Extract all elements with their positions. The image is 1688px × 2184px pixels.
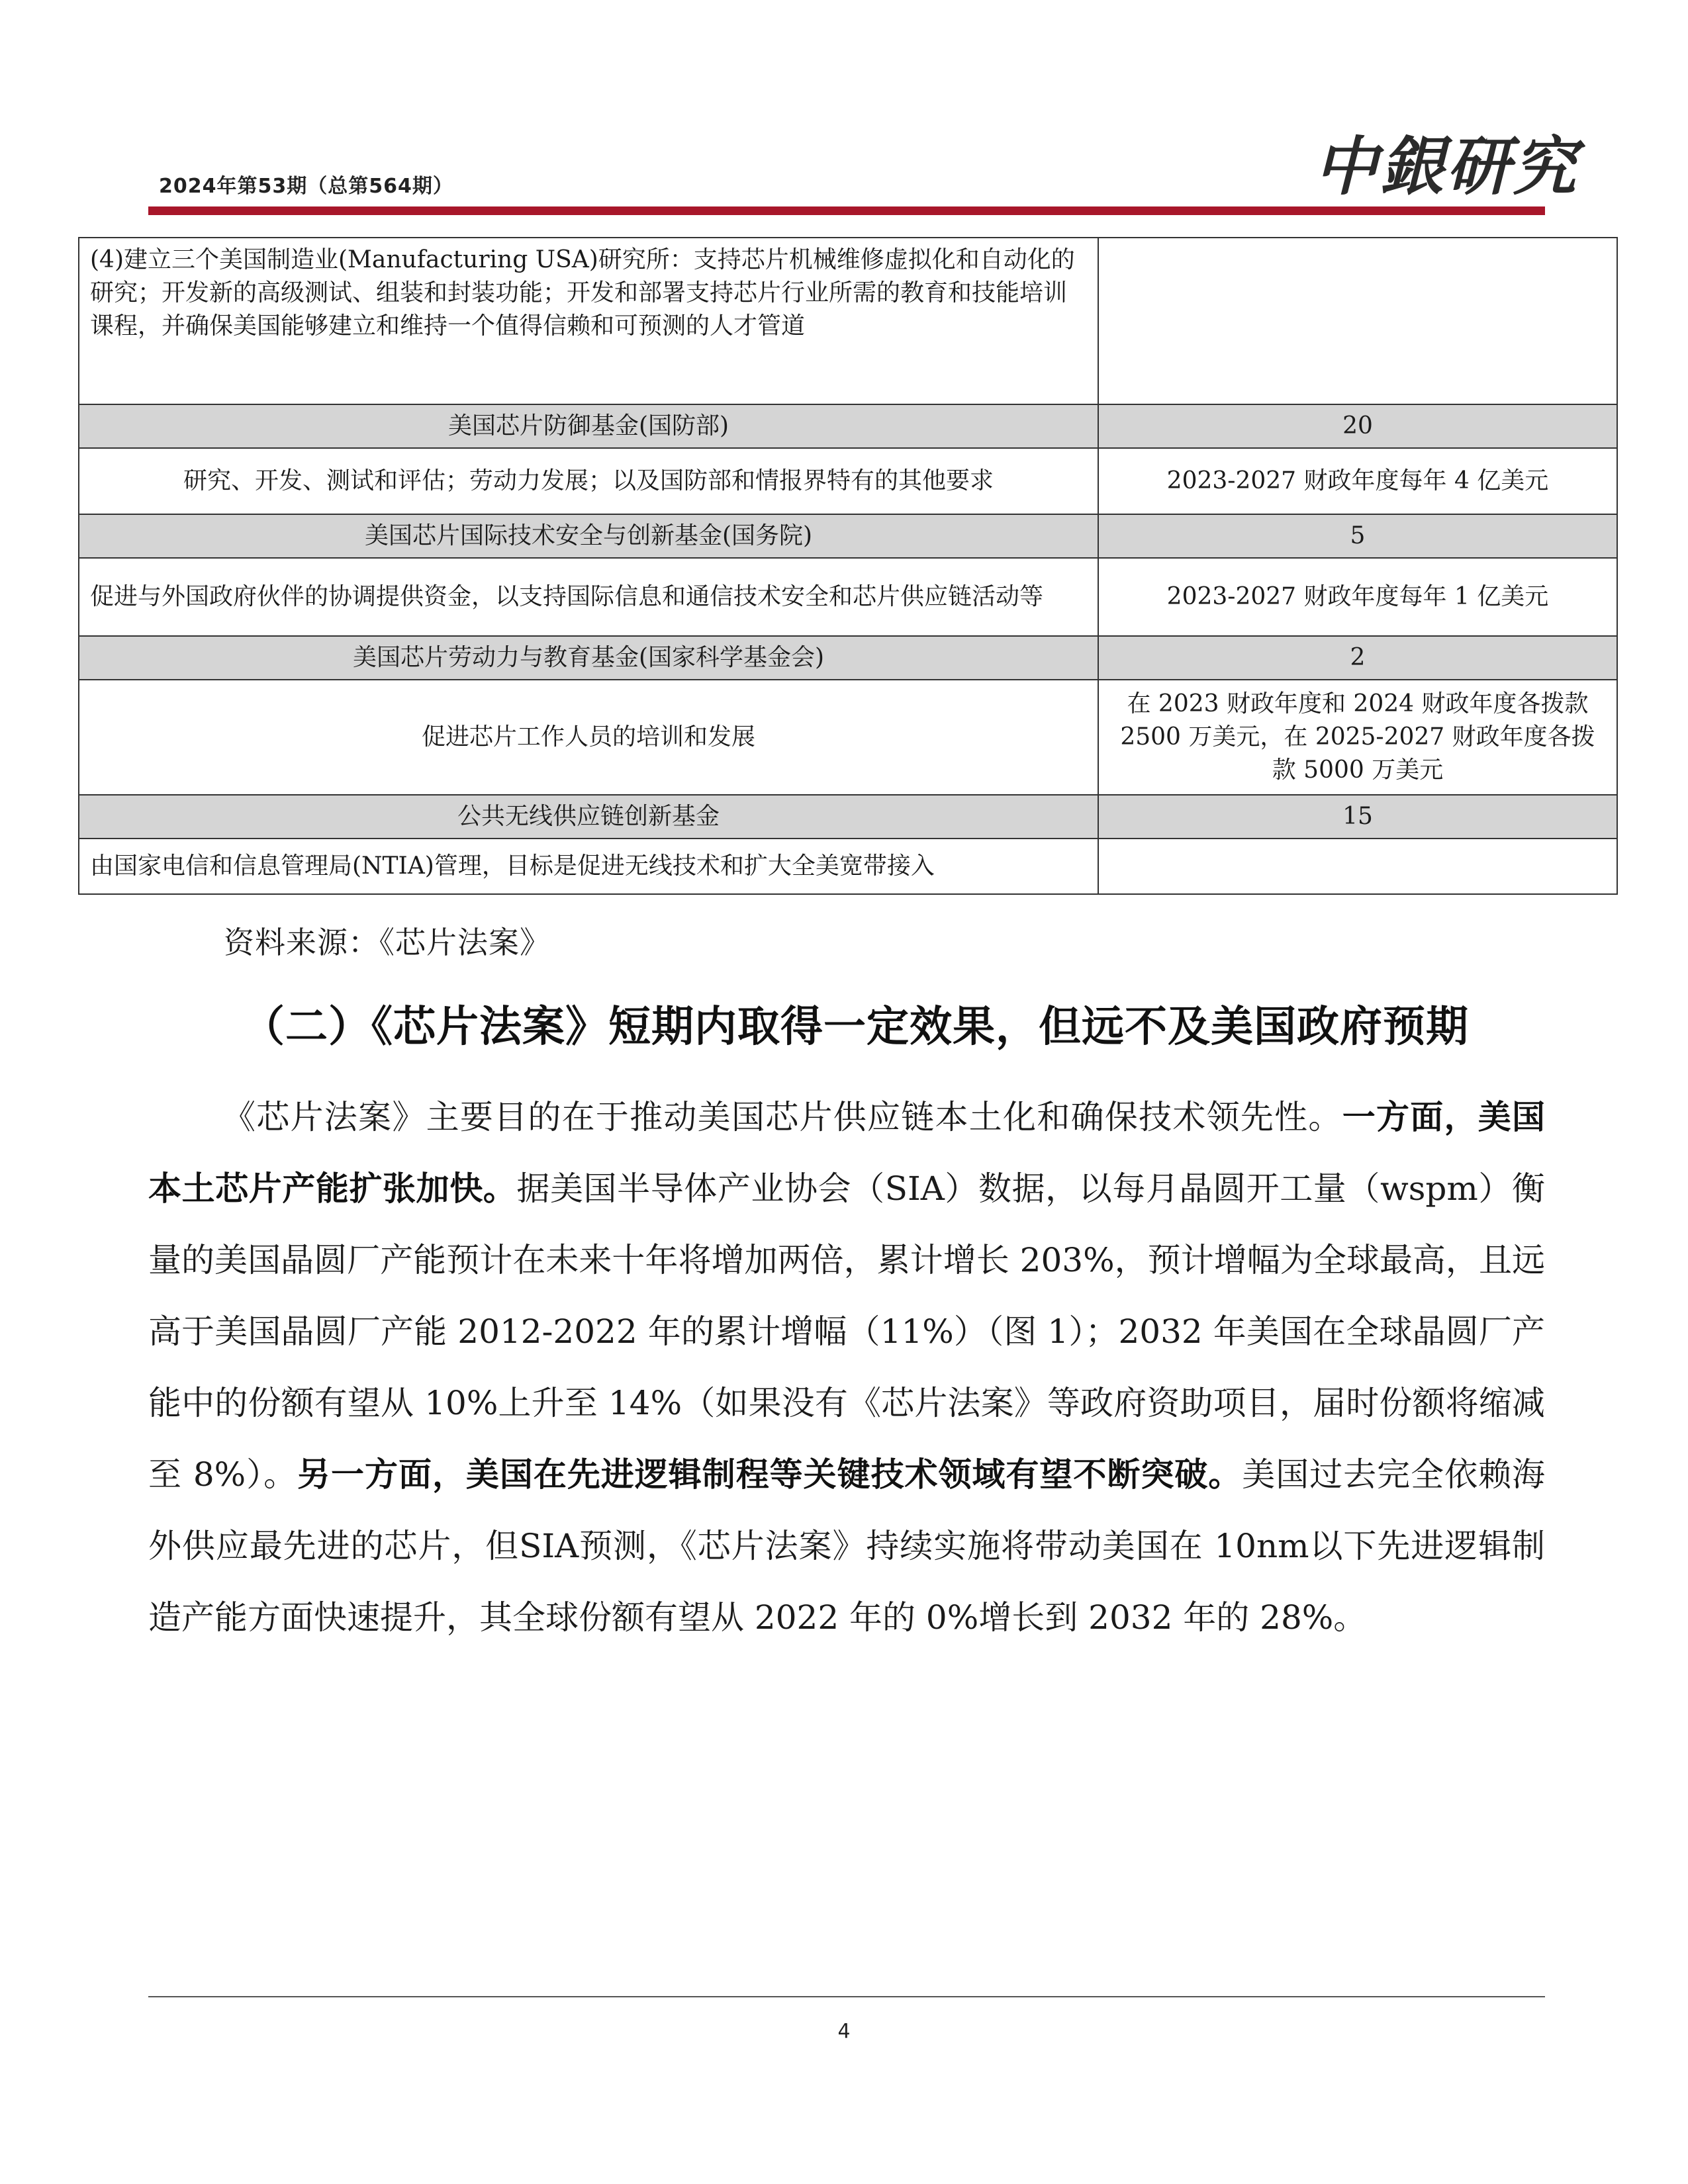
table-source-note: 资料来源：《芯片法案》 — [224, 925, 551, 960]
table-cell-amount: 2023-2027 财政年度每年 1 亿美元 — [1098, 558, 1617, 636]
table-cell-description: 由国家电信和信息管理局(NTIA)管理，目标是促进无线技术和扩大全美宽带接入 — [79, 839, 1098, 894]
table-cell-amount — [1098, 839, 1617, 894]
fund-name: 美国芯片防御基金(国防部) — [79, 404, 1098, 448]
table-row-fund — [79, 795, 1617, 839]
fund-amount: 20 — [1098, 404, 1617, 448]
fund-name: 美国芯片国际技术安全与创新基金(国务院) — [79, 514, 1098, 558]
paragraph-text: 美国过去完全依赖海外供应最先进的芯片，但SIA预测，《芯片法案》持续实施将带动美国在 10nm以下先进逻辑制造产能方面快速提升，其全球份额有望从 2022 年的 0%增长到 2032 年的 28%。 — [148, 1455, 1546, 1637]
table-cell-description: (4)建立三个美国制造业(Manufacturing USA)研究所：支持芯片机械维修虚拟化和自动化的研究；开发新的高级测试、组装和封装功能；开发和部署支持芯片行业所需的教育和技能培训课程，并确保美国能够建立和维持一个值得信赖和可预测的人才管道 — [79, 238, 1098, 404]
table-row-fund — [79, 636, 1617, 680]
table-row-fund — [79, 404, 1617, 448]
table-row — [79, 680, 1617, 795]
table-cell-amount: 2023-2027 财政年度每年 4 亿美元 — [1098, 448, 1617, 514]
table-cell-description: 研究、开发、测试和评估；劳动力发展；以及国防部和情报界特有的其他要求 — [79, 448, 1098, 514]
funding-table — [78, 237, 1618, 895]
table-cell-description: 促进芯片工作人员的培训和发展 — [79, 680, 1098, 795]
fund-name: 公共无线供应链创新基金 — [79, 795, 1098, 839]
table-cell-description: 促进与外国政府伙伴的协调提供资金，以支持国际信息和通信技术安全和芯片供应链活动等 — [79, 558, 1098, 636]
table-row — [79, 448, 1617, 514]
table-row — [79, 839, 1617, 894]
section-heading: （二）《芯片法案》短期内取得一定效果，但远不及美国政府预期 — [242, 1003, 1469, 1052]
footer-rule — [148, 1996, 1545, 1997]
paragraph-emphasis: 另一方面，美国在先进逻辑制程等关键技术领域有望不断突破。 — [297, 1455, 1243, 1494]
fund-name: 美国芯片劳动力与教育基金(国家科学基金会) — [79, 636, 1098, 680]
header-rule — [148, 206, 1545, 215]
paragraph-emphasis: 一方面，美国本土芯片产能扩张加快。 — [148, 1098, 1546, 1208]
table-cell-amount: 在 2023 财政年度和 2024 财政年度各拨款 2500 万美元，在 2025-2027 财政年度各拨款 5000 万美元 — [1098, 680, 1617, 795]
body-paragraph — [148, 1081, 1545, 1653]
table-cell-amount — [1098, 238, 1617, 404]
table-row — [79, 238, 1617, 404]
paragraph-text: 据美国半导体产业协会（SIA）数据，以每月晶圆开工量（wspm）衡量的美国晶圆厂产能预计在未来十年将增加两倍，累计增长 203%，预计增幅为全球最高，且远高于美国晶圆厂产能 2012-2022 年的累计增幅（11%）（图 1）；2032 年美国在全球晶圆厂产能中的份额有望从 10%上升至 14%（如果没有《芯片法案》等政府资助项目，届时份额将缩减至 8%）。 — [148, 1169, 1545, 1494]
paragraph-text: 《芯片法案》主要目的在于推动美国芯片供应链本土化和确保技术领先性。 — [222, 1098, 1342, 1136]
issue-label: 2024年第53期（总第564期） — [159, 175, 453, 198]
brand-logo: 中銀研究 — [1314, 129, 1579, 204]
table-row — [79, 558, 1617, 636]
fund-amount: 15 — [1098, 795, 1617, 839]
page-number: 4 — [837, 2020, 851, 2043]
fund-amount: 2 — [1098, 636, 1617, 680]
table-row-fund — [79, 514, 1617, 558]
fund-amount: 5 — [1098, 514, 1617, 558]
